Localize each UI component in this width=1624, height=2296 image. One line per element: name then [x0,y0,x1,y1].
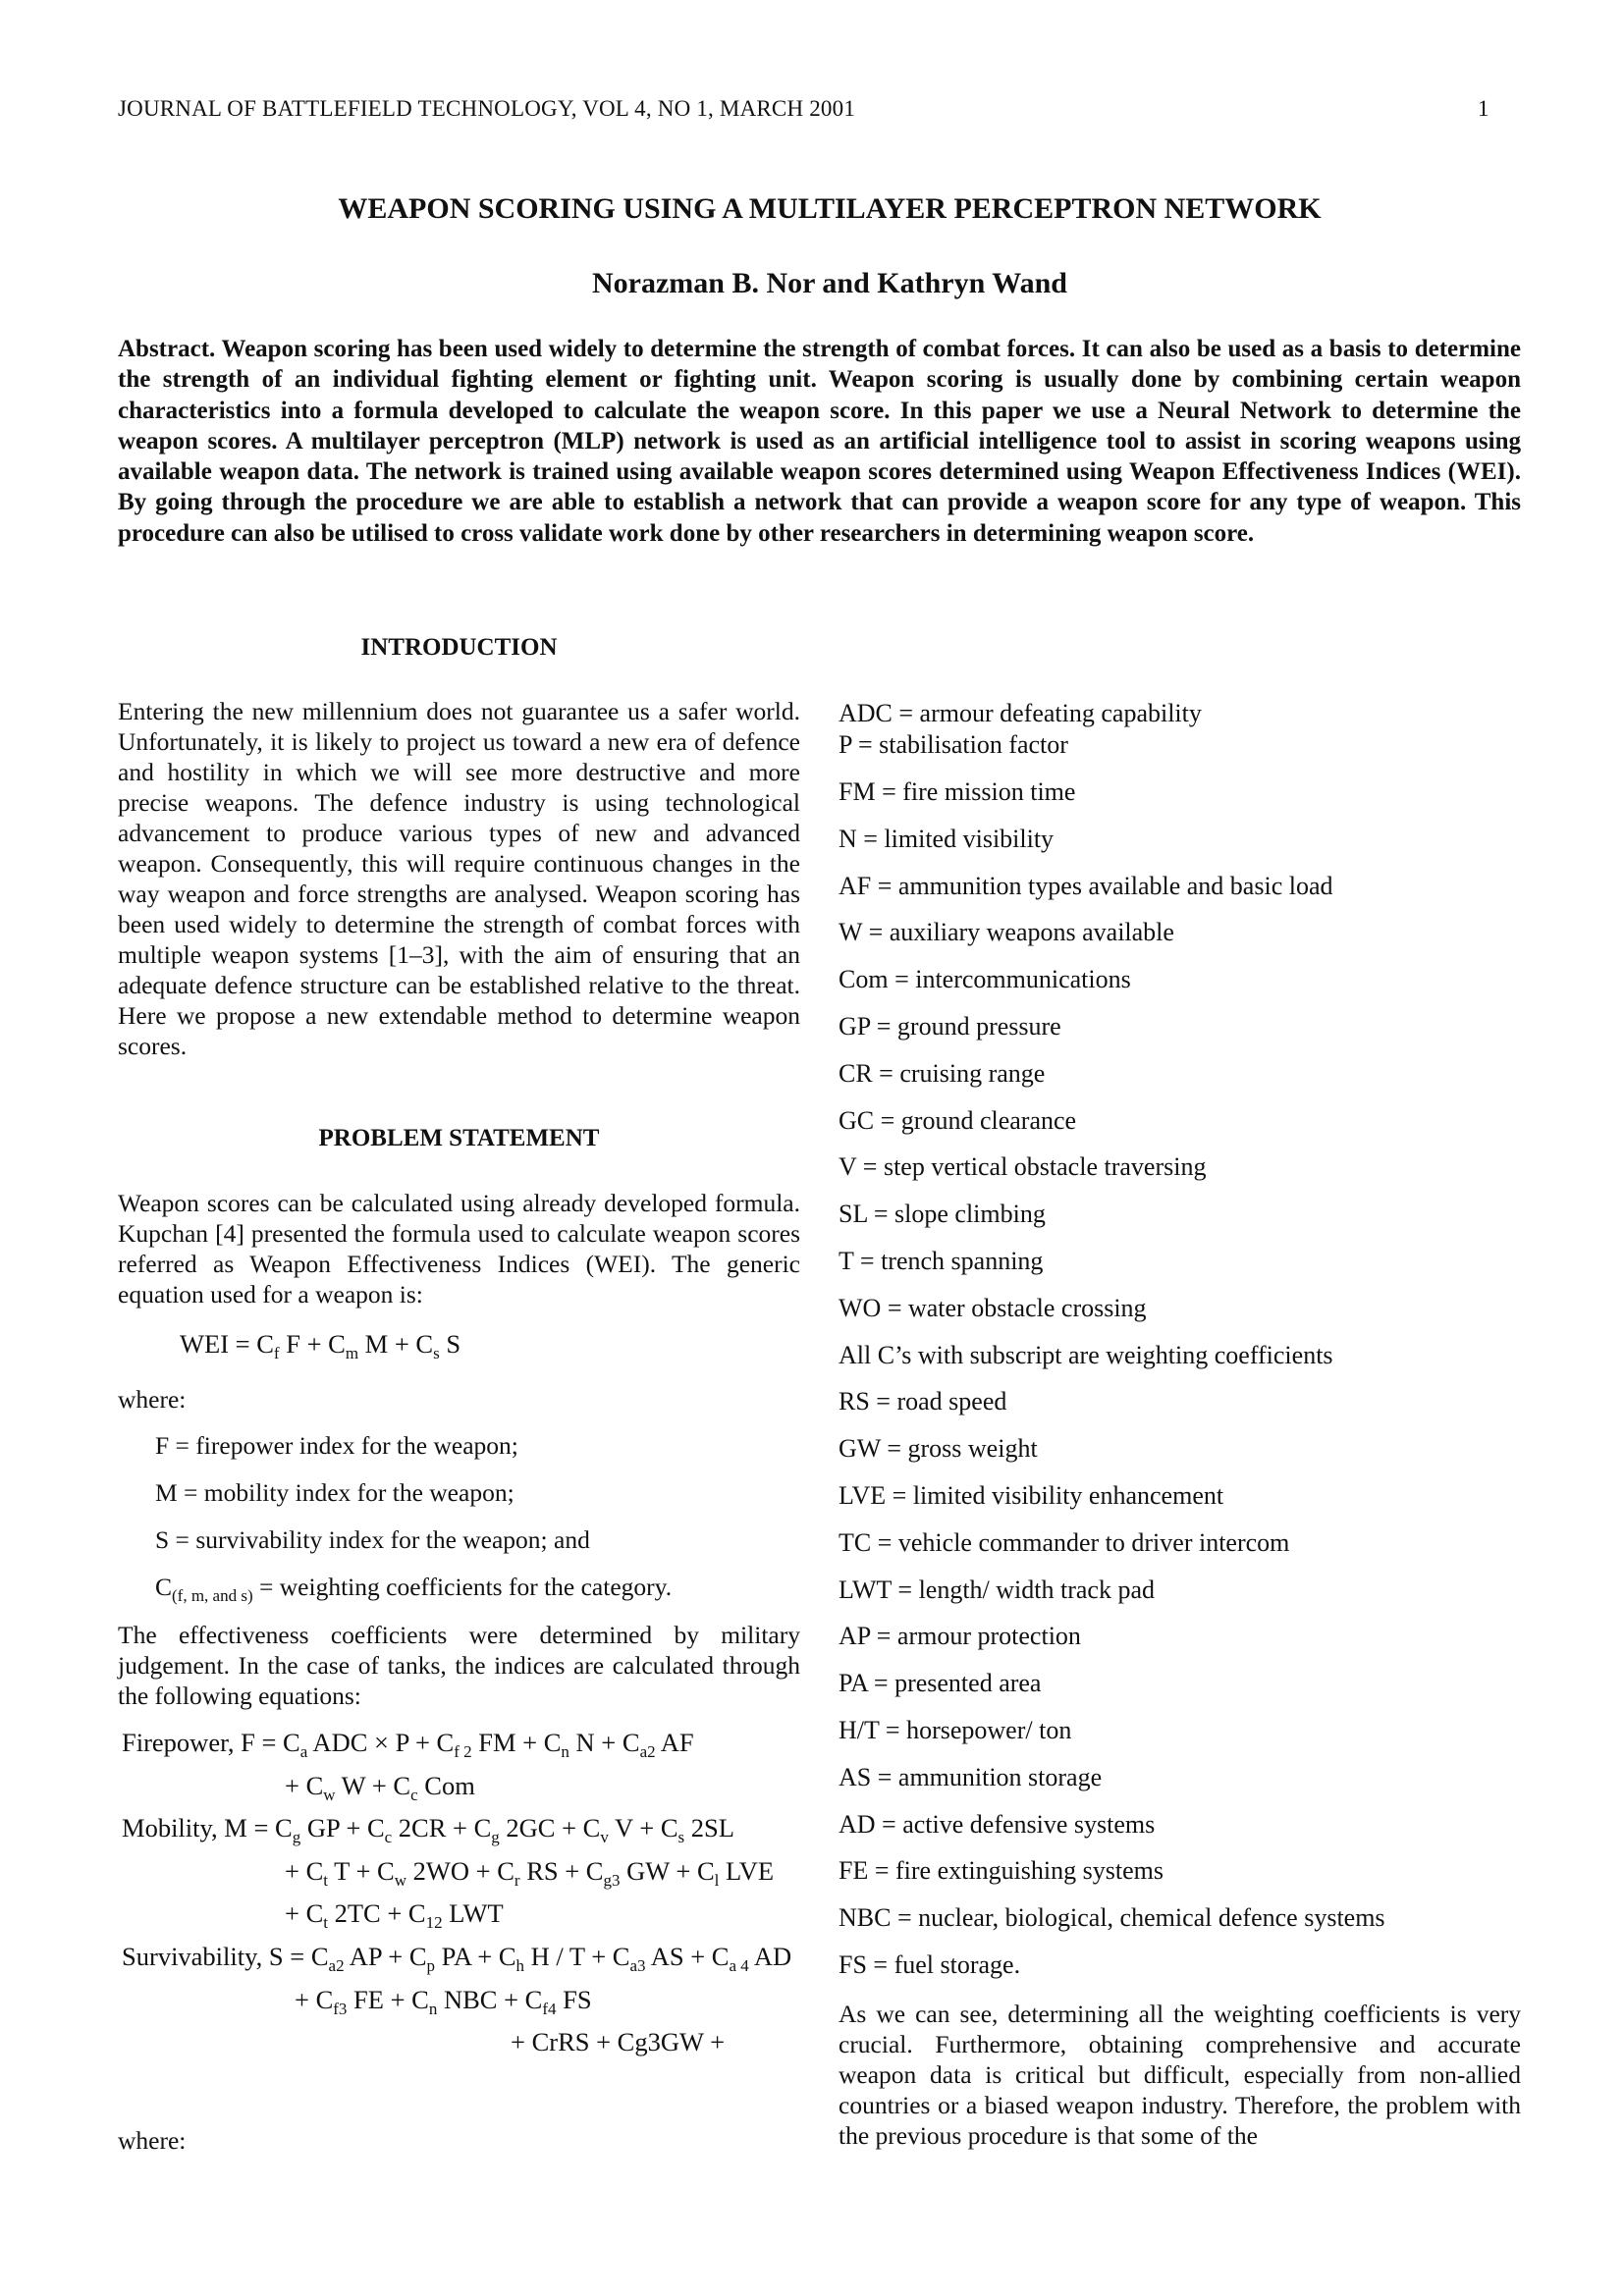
eq-term: Mobility, M = C [122,1813,293,1843]
definition-item: CR = cruising range [839,1058,1046,1088]
eq-term: AD [748,1942,792,1971]
eq-term: FM + C [471,1728,562,1757]
eq-subscript: p [426,1956,436,1975]
page-number: 1 [1478,96,1489,121]
eq-term: + C [285,1898,324,1929]
definition-item: FS = fuel storage. [839,1950,1021,1979]
eq-subscript: 12 [425,1913,443,1933]
eq-term: M = mobility index for the weapon; [155,1478,514,1507]
equation-line [285,1856,774,1891]
eq-subscript: w [323,1785,336,1804]
eq-term: 2WO + C [406,1855,514,1886]
definition-item: N = limited visibility [839,824,1055,853]
eq-subscript: s [433,1344,440,1362]
equation-line [285,1898,504,1933]
eq-subscript: l [714,1870,720,1890]
eq-term: S [439,1329,461,1359]
where-item [155,1573,672,1606]
eq-term: NBC + C [437,1984,543,2014]
eq-subscript: f4 [542,1999,557,2018]
definition-item: GW = gross weight [839,1434,1038,1464]
eq-term: S = survivability index for the weapon; and [155,1525,590,1554]
where-label-2: where: [118,2126,187,2155]
eq-term: Firepower, F = C [122,1728,300,1757]
authors: Norazman B. Nor and Kathryn Wand [592,267,1067,299]
where-item [155,1525,590,1555]
eq-term: + C [295,1984,334,2014]
eq-subscript: g [491,1828,500,1847]
eq-term: FE + C [347,1984,429,2014]
definition-item: P = stabilisation factor [839,730,1068,759]
eq-subscript: a 4 [729,1956,749,1975]
problem-statement-heading: PROBLEM STATEMENT [318,1125,600,1151]
eq-subscript: a2 [639,1742,656,1761]
eq-subscript: c [384,1828,393,1847]
definition-item: GP = ground pressure [839,1012,1061,1041]
eq-term: LVE [719,1855,775,1886]
eq-term: C [155,1573,173,1601]
definition-item: AF = ammunition types available and basic load [839,871,1333,900]
eq-subscript: f3 [333,1999,348,2018]
eq-subscript: n [561,1742,569,1761]
eq-subscript: n [428,1999,438,2018]
eq-subscript: a [299,1742,308,1761]
definition-item: GC = ground clearance [839,1105,1077,1135]
eq-term: ADC × P + C [307,1728,455,1757]
definition-item: SL = slope climbing [839,1200,1046,1229]
problem-statement-text: Weapon scores can be calculated using already developed formula. Kupchan [4] presented the formula used to calculate weapon scores referred as Weapon Effectiveness Indices (WEI). The generic equation used for a weapon is: [118,1189,800,1308]
definition-item: AP = armour protection [839,1622,1081,1651]
equation-line [285,1771,475,1805]
eq-subscript: f 2 [454,1742,472,1761]
eq-term: Com [417,1770,475,1800]
equation-line [122,1942,791,1976]
definition-item: LVE = limited visibility enhancement [839,1481,1224,1510]
eq-term: V + C [608,1813,678,1843]
definition-item: FM = fire mission time [839,777,1076,806]
definition-item: TC = vehicle commander to driver intercom [839,1527,1290,1557]
eq-term: FS [556,1984,592,2014]
eq-term: W + C [335,1770,411,1800]
eq-term: PA + C [435,1942,516,1971]
eq-subscript: t [323,1913,328,1933]
eq-term: H / T + C [524,1942,630,1971]
definition-item: RS = road speed [839,1387,1007,1416]
eq-term: Survivability, S = C [122,1942,329,1971]
definition-item: W = auxiliary weapons available [839,918,1174,947]
definition-item: AS = ammunition storage [839,1762,1103,1791]
definition-item: FE = fire extinguishing systems [839,1856,1164,1886]
eq-term: F = firepower index for the weapon; [155,1431,518,1460]
definition-item: NBC = nuclear, biological, chemical defence systems [839,1903,1385,1933]
eq-subscript: w [394,1870,406,1890]
closing-text: As we can see, determining all the weighting coefficients is very crucial. Furthermore, obtaining comprehensive and accurate weapon data is critical but difficult, especially from non-allied countries or a biased weapon industry. Therefore, the problem with the previous procedure is that some of the [839,2000,1521,2150]
eq-term: 2CR + C [392,1813,492,1843]
abstract: Abstract. Weapon scoring has been used widely to determine the strength of combat forces. It can also be used as a basis to determine the strength of an individual fighting element or fighting unit. Weapon scoring is usually done by combining certain weapon characteristics into a formula developed to calculate the weapon score. In this paper we use a Neural Network to determine the weapon scores. A multilayer perceptron (MLP) network is used as an artificial intelligence tool to assist in scoring weapons using available weapon data. The network is trained using available weapon scores determined using Weapon Effectiveness Indices (WEI). By going through the procedure we are able to establish a network that can provide a weapon score for any type of weapon. This procedure can also be utilised to cross validate work done by other researchers in determining weapon score. [118,336,1521,547]
definition-item: T = trench spanning [839,1247,1044,1275]
definition-item: V = step vertical obstacle traversing [839,1152,1207,1182]
eq-term: N + C [568,1728,640,1757]
eq-subscript: h [515,1956,524,1975]
eq-subscript: g [292,1828,301,1847]
introduction-text: Entering the new millennium does not guarantee us a safer world. Unfortunately, it is likely to project us toward a new era of defence and hostility in which we will see more destructive and more precise weapons. The defence industry is using technological advancement to produce various types of new and advanced weapon. Consequently, this will require continuous changes in the way weapon and force strengths are analysed. Weapon scoring has been used widely to determine the strength of combat forces with multiple weapon systems [1–3], with the aim of ensuring that an adequate defence structure can be established relative to the threat. Here we propose a new extendable method to determine weapon scores. [118,697,800,1060]
eq-term: AS + C [645,1942,730,1971]
eq-subscript: v [600,1828,609,1847]
definition-item: AD = active defensive systems [839,1809,1156,1839]
eq-subscript: (f, m, and s) [172,1586,253,1605]
paper-title: WEAPON SCORING USING A MULTILAYER PERCEPTRON NETWORK [338,192,1322,225]
eq-term: F + C [279,1329,346,1359]
eq-subscript: g3 [603,1870,621,1890]
eq-subscript: f [273,1344,280,1362]
equation-line [122,1813,734,1847]
eq-term: + CrRS + Cg3GW + [511,2027,726,2057]
eq-term: RS + C [519,1855,604,1886]
eq-term: + C [285,1770,324,1800]
equation-line [122,1728,694,1762]
journal-header: JOURNAL OF BATTLEFIELD TECHNOLOGY, VOL 4, NO 1, MARCH 2001 [118,96,856,121]
eq-term: T + C [327,1855,395,1886]
eq-term: M + C [358,1329,434,1359]
eq-term: LWT [442,1898,504,1929]
definition-item: ADC = armour defeating capability [839,699,1202,727]
eq-term: GW + C [620,1855,715,1886]
eq-term: + C [285,1855,324,1886]
eq-term: 2GC + C [499,1813,601,1843]
where-label: where: [118,1385,187,1414]
eq-term: AF [655,1728,694,1757]
eq-subscript: s [677,1828,685,1847]
eq-term: = weighting coefficients for the category. [252,1573,673,1601]
eq-term: GP + C [300,1813,385,1843]
equation-line [511,2027,725,2057]
definition-item: PA = presented area [839,1669,1042,1698]
eq-term: 2SL [684,1813,734,1843]
introduction-heading: INTRODUCTION [360,634,558,661]
equation-line [295,1985,592,2019]
eq-subscript: c [410,1785,418,1804]
eq-subscript: m [345,1344,359,1362]
definition-item: WO = water obstacle crossing [839,1293,1147,1322]
definition-item: H/T = horsepower/ ton [839,1716,1072,1744]
coefficients-text: The effectiveness coefficients were determined by military judgement. In the case of tanks, the indices are calculated through the following equations: [118,1621,800,1710]
eq-term: AP + C [344,1942,427,1971]
eq-subscript: t [323,1870,328,1890]
definition-item: Com = intercommunications [839,965,1131,994]
where-item [155,1431,518,1461]
eq-term: 2TC + C [327,1898,426,1929]
eq-subscript: r [514,1870,520,1890]
where-item [155,1478,514,1508]
eq-term: WEI = C [180,1329,274,1359]
eq-subscript: a2 [328,1956,345,1975]
eq-subscript: a3 [629,1956,646,1975]
definition-item: LWT = length/ width track pad [839,1575,1156,1604]
definition-item: All C’s with subscript are weighting coefficients [839,1340,1333,1369]
wei-equation [180,1329,460,1363]
